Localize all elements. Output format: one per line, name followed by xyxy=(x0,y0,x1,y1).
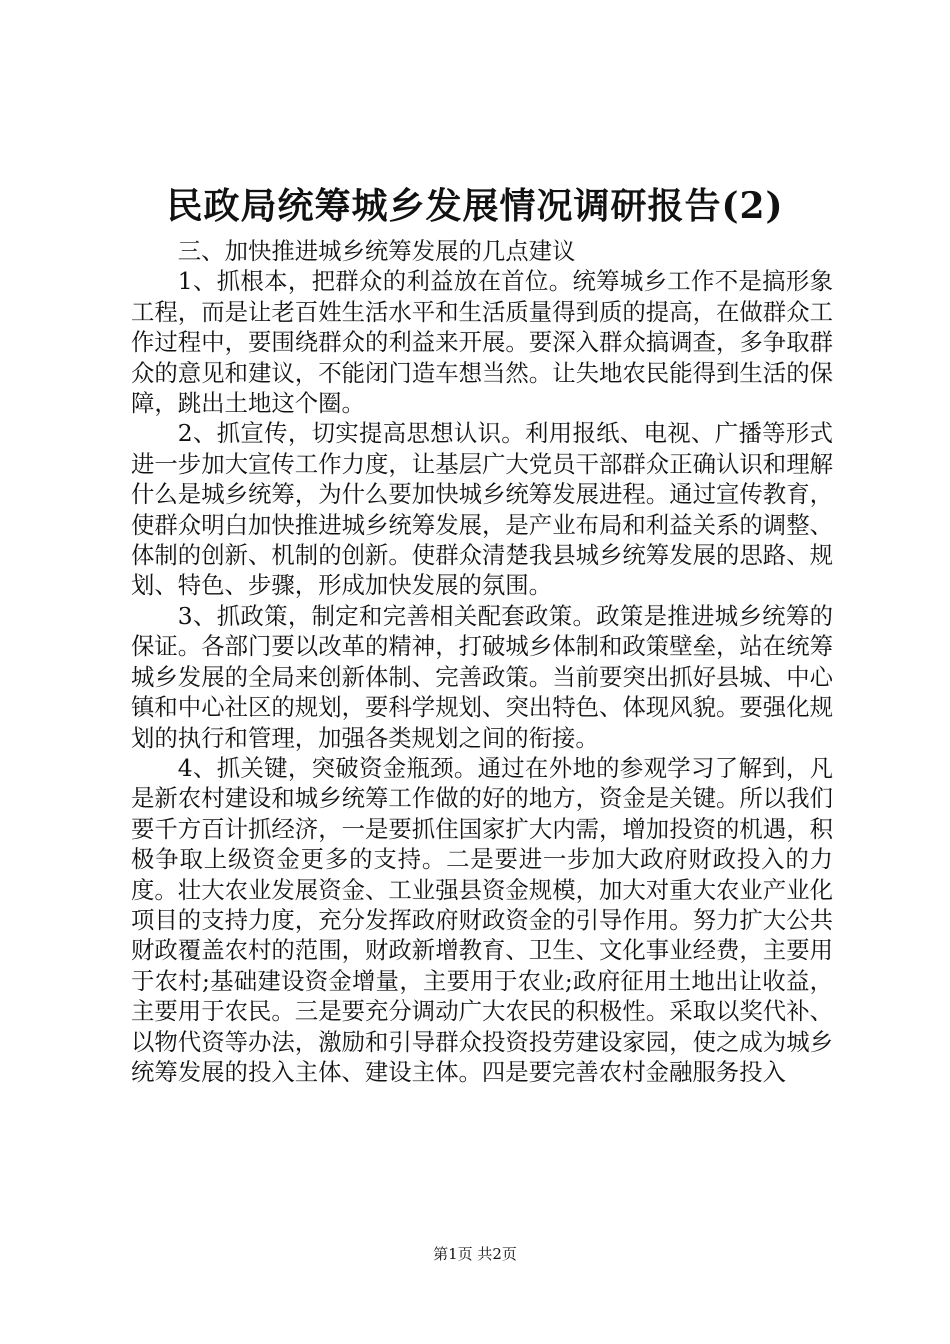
paragraph-4: 4、抓关键，突破资金瓶颈。通过在外地的参观学习了解到，凡是新农村建设和城乡统筹工作做的好的地方，资金是关键。所以我们要千方百计抓经济，一是要抓住国家扩大内需，增加投资的机遇，积极争取上级资金更多的支持。二是要进一步加大政府财政投入的力度。壮大农业发展资金、工业强县资金规模，加大对重大农业产业化项目的支持力度，充分发挥政府财政资金的引导作用。努力扩大公共财政覆盖农村的范围，财政新增教育、卫生、文化事业经费，主要用于农村;基础建设资金增量，主要用于农业;政府征用土地出让收益，主要用于农民。三是要充分调动广大农民的积极性。采取以奖代补、以物代资等办法，激励和引导群众投资投劳建设家园，使之成为城乡统筹发展的投入主体、建设主体。四是要完善农村金融服务投入 xyxy=(131,753,833,1086)
document-title: 民政局统筹城乡发展情况调研报告(2) xyxy=(166,185,784,227)
document-body xyxy=(131,236,833,1087)
section-heading: 三、加快推进城乡统筹发展的几点建议 xyxy=(177,237,576,265)
paragraph-3: 3、抓政策，制定和完善相关配套政策。政策是推进城乡统筹的保证。各部门要以改革的精神，打破城乡体制和政策壁垒，站在统筹城乡发展的全局来创新体制、完善政策。当前要突出抓好县城、中心镇和中心社区的规划，要科学规划、突出特色、体现风貌。要强化规划的执行和管理，加强各类规划之间的衔接。 xyxy=(131,601,833,752)
paragraph-1: 1、抓根本，把群众的利益放在首位。统筹城乡工作不是搞形象工程，而是让老百姓生活水平和生活质量得到质的提高，在做群众工作过程中，要围绕群众的利益来开展。要深入群众搞调查，多争取群众的意见和建议，不能闭门造车想当然。让失地农民能得到生活的保障，跳出土地这个圈。 xyxy=(131,267,833,418)
page-number-footer: 第1页 共2页 xyxy=(433,1245,517,1263)
paragraph-2: 2、抓宣传，切实提高思想认识。利用报纸、电视、广播等形式进一步加大宣传工作力度，让基层广大党员干部群众正确认识和理解什么是城乡统筹，为什么要加快城乡统筹发展进程。通过宣传教育，使群众明白加快推进城乡统筹发展，是产业布局和利益关系的调整、体制的创新、机制的创新。使群众清楚我县城乡统筹发展的思路、规划、特色、步骤，形成加快发展的氛围。 xyxy=(131,419,833,600)
